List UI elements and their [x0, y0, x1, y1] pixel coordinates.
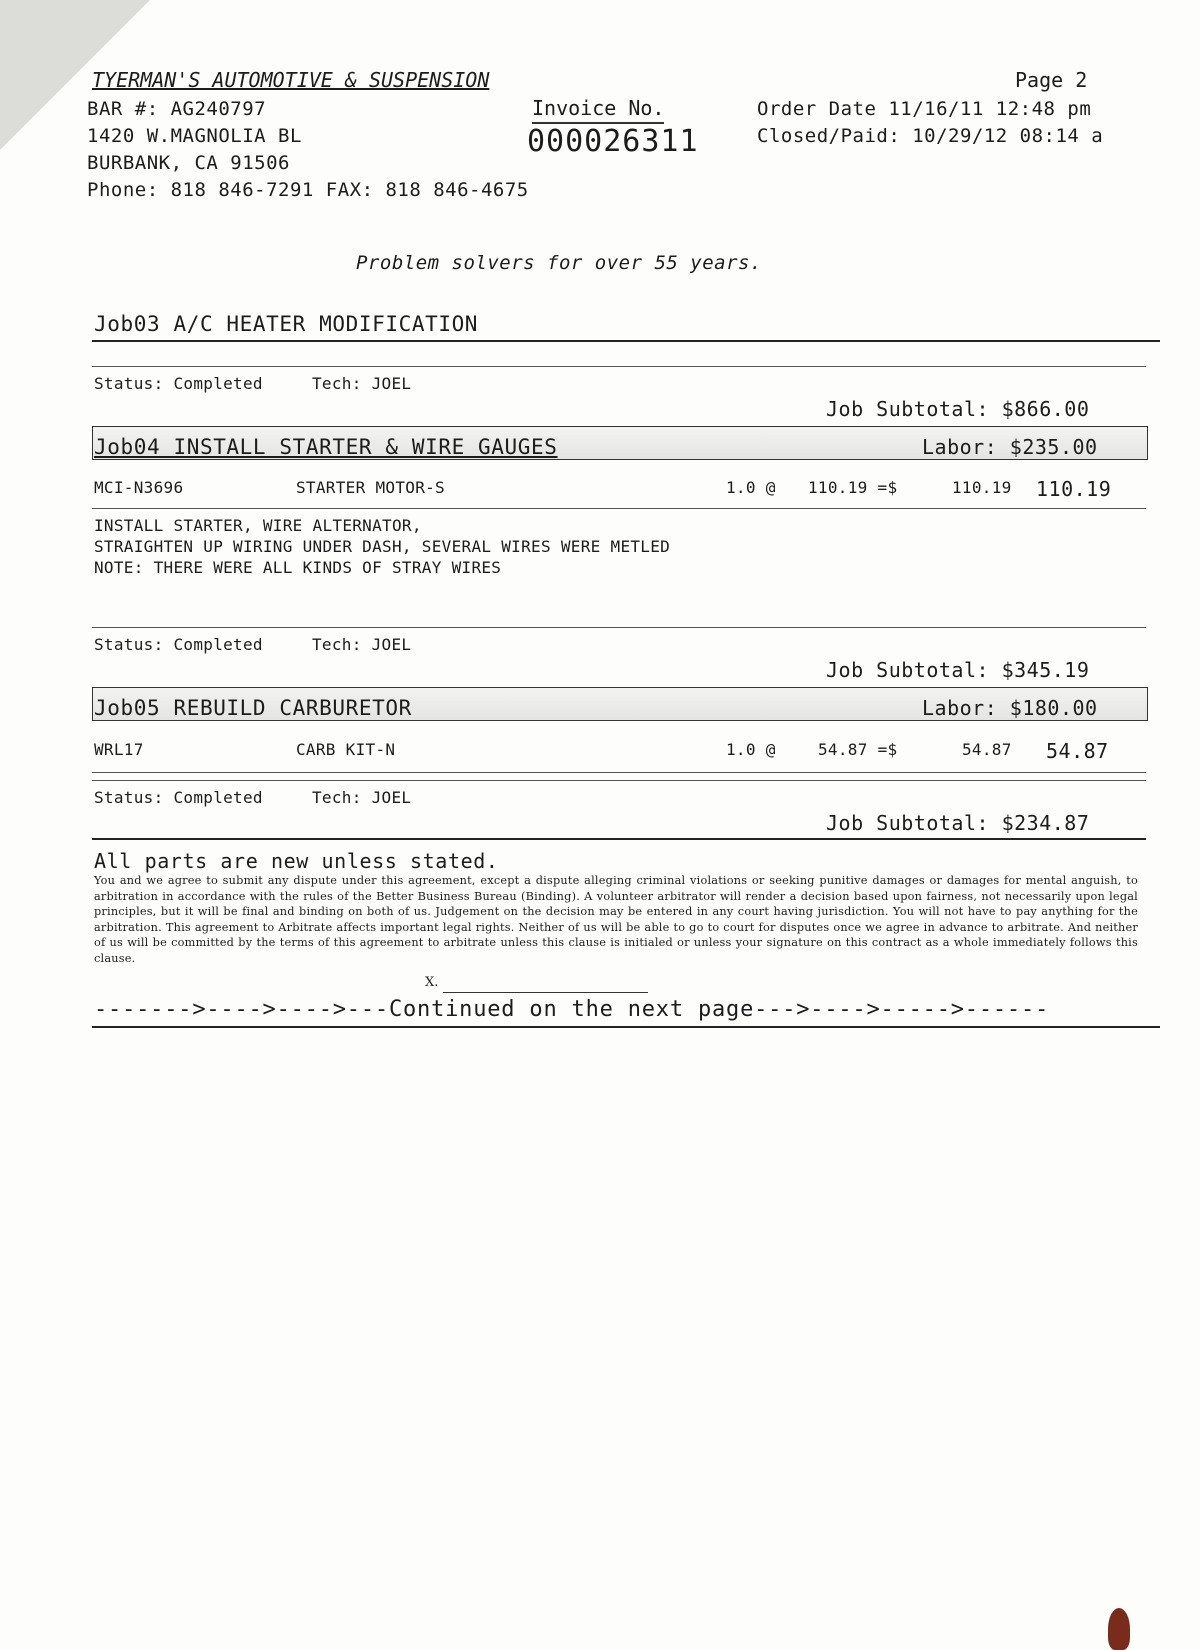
parts-note: All parts are new unless stated. [94, 849, 499, 873]
job03-title: Job03 A/C HEATER MODIFICATION [94, 312, 479, 336]
continued-notice: ------->---->---->---Continued on the next page--->---->----->------ [94, 997, 1050, 1022]
signature-line [443, 992, 648, 993]
address-line-1: 1420 W.MAGNOLIA BL [87, 125, 302, 147]
job04-part-qty: 1.0 @ [726, 478, 776, 497]
divider [92, 508, 1146, 509]
job05-labor: Labor: $180.00 [922, 696, 1098, 720]
job05-title: Job05 REBUILD CARBURETOR [94, 696, 412, 720]
job04-note-3: NOTE: THERE WERE ALL KINDS OF STRAY WIRES [94, 558, 502, 577]
job05-subtotal: Job Subtotal: $234.87 [826, 811, 1090, 835]
page-number: Page 2 [1015, 68, 1088, 92]
divider [92, 340, 1160, 342]
shop-name: TYERMAN'S AUTOMOTIVE & SUSPENSION [92, 68, 490, 92]
job04-part-total: 110.19 [1036, 477, 1112, 501]
phone-fax: Phone: 818 846-7291 FAX: 818 846-4675 [87, 179, 529, 201]
job03-status: Status: Completed [94, 374, 263, 393]
scan-ink-spot [1108, 1608, 1130, 1650]
divider [92, 1026, 1160, 1028]
divider [92, 627, 1146, 628]
job05-part-total: 54.87 [1046, 739, 1109, 763]
divider [92, 838, 1146, 840]
job05-part-qty: 1.0 @ [726, 740, 776, 759]
job04-subtotal: Job Subtotal: $345.19 [826, 658, 1090, 682]
job04-part-number: MCI-N3696 [94, 478, 184, 497]
closed-paid-date: Closed/Paid: 10/29/12 08:14 a [757, 125, 1104, 147]
divider [92, 366, 1146, 367]
job04-part-price: 110.19 =$ [808, 478, 898, 497]
job04-labor: Labor: $235.00 [922, 435, 1098, 459]
job05-part-extended: 54.87 [962, 740, 1012, 759]
bar-number: BAR #: AG240797 [87, 98, 267, 120]
job05-status: Status: Completed [94, 788, 263, 807]
invoice-label: Invoice No. [532, 96, 664, 124]
job03-subtotal: Job Subtotal: $866.00 [826, 397, 1090, 421]
job04-tech: Tech: JOEL [312, 635, 412, 654]
job05-tech: Tech: JOEL [312, 788, 412, 807]
job04-note-1: INSTALL STARTER, WIRE ALTERNATOR, [94, 516, 422, 535]
job03-tech: Tech: JOEL [312, 374, 412, 393]
job04-part-description: STARTER MOTOR-S [296, 478, 445, 497]
signature-mark: X. [425, 975, 439, 990]
divider [92, 780, 1146, 781]
job04-title: Job04 INSTALL STARTER & WIRE GAUGES [94, 435, 558, 459]
address-line-2: BURBANK, CA 91506 [87, 152, 290, 174]
divider [92, 772, 1146, 773]
job05-part-price: 54.87 =$ [818, 740, 898, 759]
order-date: Order Date 11/16/11 12:48 pm [757, 98, 1092, 120]
job05-part-number: WRL17 [94, 740, 144, 759]
job04-status: Status: Completed [94, 635, 263, 654]
invoice-number: 000026311 [527, 124, 699, 159]
job04-note-2: STRAIGHTEN UP WIRING UNDER DASH, SEVERAL WIRES WERE METLED [94, 537, 671, 556]
arbitration-clause: You and we agree to submit any dispute under this agreement, except a dispute alleging criminal violations or seeking punitive damages or damages for mental anguish, to arbitration in accordance with the rules of the Better Business Bureau (Binding). A volunteer arbitrator will render a decision based upon fairness, not necessarily upon legal principles, but it will be final and binding on both of us. Judgement on the decision may be entered in any court having jurisdiction. You will not have to pay anything for the arbitration. This agreement to Arbitrate affects important legal rights. Neither of us will be able to go to court for disputes once we agree in advance to arbitrate. And neither of us will be committed by the terms of this agreement to arbitrate unless this clause is initialed or unless your signature on this contract as a whole immediately follows this clause. [94, 874, 1138, 965]
job04-part-extended: 110.19 [952, 478, 1012, 497]
job05-part-description: CARB KIT-N [296, 740, 396, 759]
tagline: Problem solvers for over 55 years. [356, 252, 762, 274]
